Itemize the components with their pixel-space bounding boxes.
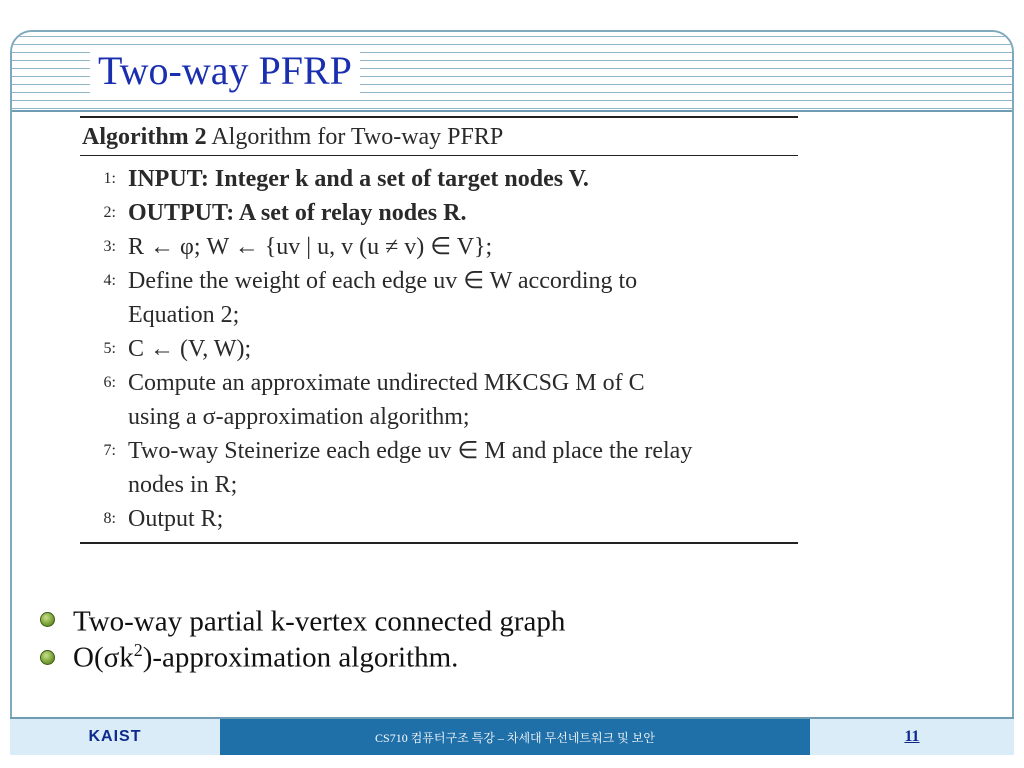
line-number: 3: — [103, 238, 116, 255]
algorithm-line — [80, 162, 798, 196]
algorithm-caption — [80, 118, 798, 155]
algorithm-line — [80, 366, 798, 400]
bullet-text — [73, 640, 458, 675]
algorithm-bottom-rule — [80, 542, 798, 544]
algorithm-caption-text: Algorithm for Two-way PFRP — [206, 124, 504, 150]
algorithm-line — [80, 264, 798, 298]
header-divider — [12, 110, 1012, 112]
line-text: Equation 2; — [128, 302, 240, 328]
line-number: 2: — [103, 204, 116, 221]
line-number: 7: — [103, 442, 116, 459]
line-text: C ← (V, W); — [128, 336, 252, 362]
bullet-text — [73, 599, 565, 639]
kaist-logo: KAIST — [10, 719, 220, 755]
line-number: 4: — [103, 272, 116, 289]
line-number — [80, 298, 128, 332]
algorithm-line — [80, 298, 798, 332]
bullet-text-main: Two-way partial k-vertex connected graph — [73, 605, 566, 638]
line-text: Compute an approximate undirected MKCSG M of C — [128, 370, 645, 396]
bullet-dot-icon — [40, 612, 55, 627]
algorithm-lines — [80, 156, 798, 542]
line-number: 1: — [103, 170, 116, 187]
algorithm-line — [80, 332, 798, 366]
course-title: CS710 컴퓨터구조 특강 – 차세대 무선네트워크 및 보안 — [220, 719, 810, 755]
algorithm-line — [80, 400, 798, 434]
algorithm-box — [80, 116, 798, 544]
line-number: 6: — [103, 374, 116, 391]
line-number — [80, 468, 128, 502]
bullet-text-sup: 2 — [133, 639, 143, 660]
line-text: Output R; — [128, 506, 224, 532]
line-text: Two-way Steinerize each edge uv ∈ M and place the relay — [128, 438, 693, 464]
bullet-dot-icon — [40, 650, 55, 665]
bullet-text-main: O(σk — [73, 641, 134, 674]
bullet-list — [40, 600, 565, 676]
algorithm-line — [80, 434, 798, 468]
line-text: nodes in R; — [128, 472, 238, 498]
line-number — [80, 400, 128, 434]
line-number: 8: — [103, 510, 116, 527]
algorithm-line — [80, 230, 798, 264]
algorithm-line — [80, 502, 798, 536]
line-text: OUTPUT: A set of relay nodes R. — [128, 200, 467, 226]
algorithm-line — [80, 196, 798, 230]
page-number: 11 — [810, 719, 1014, 755]
algorithm-line — [80, 468, 798, 502]
line-text: using a σ-approximation algorithm; — [128, 404, 470, 430]
line-text: R ← φ; W ← {uv | u, v (u ≠ v) ∈ V}; — [128, 234, 493, 260]
line-number: 5: — [103, 340, 116, 357]
bullet-text-suffix: )-approximation algorithm. — [142, 641, 459, 674]
line-text: Define the weight of each edge uv ∈ W according to — [128, 268, 638, 294]
bullet-item — [40, 600, 565, 638]
algorithm-caption-label: Algorithm 2 — [82, 124, 207, 150]
slide-footer — [10, 717, 1014, 755]
slide-title: Two-way PFRP — [90, 48, 360, 94]
line-text: INPUT: Integer k and a set of target nodes V. — [128, 166, 589, 192]
bullet-item — [40, 638, 565, 676]
